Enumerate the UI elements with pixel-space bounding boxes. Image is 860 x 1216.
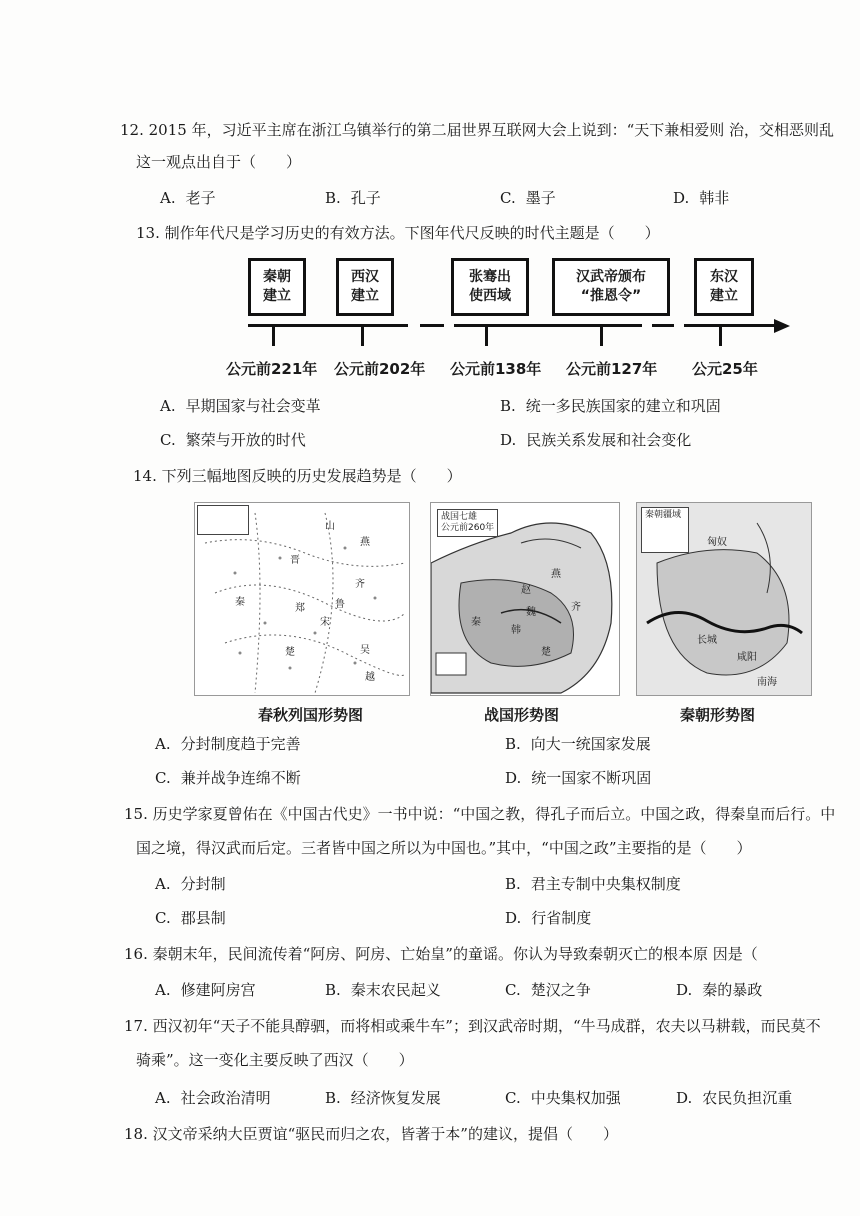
option-text: 墨子 [525,189,556,207]
timeline-tick [485,326,488,346]
option-label: A. [160,189,176,207]
q15-stem-line2: 国之境，得汉武而后定。三者皆中国之所以为中国也。”其中，“中国之政”主要指的是（ ） [136,839,752,857]
q14-option-b[interactable] [505,734,651,754]
map-subtitle: 公元前260年 [441,523,495,533]
option-text: 民族关系发展和社会变化 [526,431,692,449]
q14-option-d[interactable] [505,768,651,788]
q12-option-d[interactable] [673,188,729,208]
map-label: 吴 [360,645,370,656]
q12-option-c[interactable] [500,188,556,208]
option-label: C. [155,769,171,787]
timeline-box-text: 使西域 [469,288,511,304]
timeline-date-5: 公元25年 [692,360,758,378]
q17-option-b[interactable] [325,1088,441,1108]
option-label: A. [160,397,176,415]
option-text: 韩非 [699,189,730,207]
q16-option-a[interactable] [155,980,256,1000]
map-title: 秦朝疆域 [645,510,682,520]
map-label: 楚 [541,647,551,658]
q16-stem: 16. 秦朝末年，民间流传着“阿房、阿房、亡始皇”的童谣。你认为导致秦朝灭亡的根本原 因是（ [124,945,758,963]
option-label: D. [673,189,690,207]
timeline-box-text: 秦朝 [263,269,291,285]
option-text: 秦末农民起义 [350,981,441,999]
option-label: C. [160,431,176,449]
q17-option-c[interactable] [505,1088,621,1108]
option-text: 中央集权加强 [530,1089,621,1107]
option-text: 分封制 [180,875,226,893]
option-text: 统一国家不断巩固 [531,769,652,787]
timeline-arrow [774,319,790,333]
option-label: B. [500,397,516,415]
q12-stem-line1: 12. 2015 年，习近平主席在浙江乌镇举行的第二届世界互联网大会上说到：“天下兼相爱则 治，交相恶则乱 [120,121,835,139]
option-label: D. [676,1089,693,1107]
option-text: 老子 [185,189,216,207]
timeline-tick [272,326,275,346]
timeline-box-4 [552,258,670,316]
q13-option-d[interactable] [500,430,691,450]
timeline-box-text: 张骞出 [469,269,511,285]
q15-option-b[interactable] [505,874,681,894]
timeline-break [652,324,674,327]
option-label: D. [500,431,517,449]
map-legend [641,507,689,553]
option-text: 君主专制中央集权制度 [530,875,681,893]
option-label: D. [676,981,693,999]
option-text: 郡县制 [180,909,226,927]
option-text: 社会政治清明 [180,1089,271,1107]
map-label: 匈奴 [707,537,727,548]
q15-option-a[interactable] [155,874,226,894]
q17-stem-line2: 骑乘”。这一变化主要反映了西汉（ ） [136,1051,414,1069]
map-label: 越 [365,672,375,683]
timeline-box-text: 西汉 [351,269,379,285]
option-text: 统一多民族国家的建立和巩固 [525,397,721,415]
option-text: 向大一统国家发展 [530,735,651,753]
timeline-date-2: 公元前202年 [334,360,426,378]
q13-option-c[interactable] [160,430,306,450]
timeline-date-1: 公元前221年 [226,360,318,378]
timeline-axis [454,324,642,327]
option-label: A. [155,1089,171,1107]
timeline-box-text: 汉武帝颁布 [576,269,646,285]
option-label: B. [325,189,341,207]
timeline-tick [600,326,603,346]
map-caption-spring-autumn: 春秋列国形势图 [258,706,364,724]
timeline-box-text: 建立 [263,288,291,304]
timeline-break [420,324,444,327]
q15-option-d[interactable] [505,908,591,928]
option-label: B. [325,1089,341,1107]
q16-option-d[interactable] [676,980,762,1000]
map-qin-dynasty [636,502,812,696]
q16-option-c[interactable] [505,980,591,1000]
q17-option-d[interactable] [676,1088,792,1108]
timeline-axis [684,324,776,327]
timeline-box-5 [694,258,754,316]
map-label: 咸阳 [737,652,757,663]
timeline-box-1 [248,258,306,316]
option-label: B. [505,735,521,753]
option-label: D. [505,909,522,927]
q17-stem-line1: 17. 西汉初年“天子不能具醇驷，而将相或乘牛车”；到汉武帝时期，“牛马成群，农夫以马耕载，而民莫不 [124,1017,821,1035]
option-label: C. [155,909,171,927]
timeline-box-2 [336,258,394,316]
map-label: 燕 [360,537,370,548]
q17-option-a[interactable] [155,1088,271,1108]
q14-option-c[interactable] [155,768,301,788]
map-label: 山 [325,521,335,532]
map-label: 韩 [511,625,521,636]
q15-stem-line1: 15. 历史学家夏曾佑在《中国古代史》一书中说：“中国之教，得孔子而后立。中国之政，得秦皇而后行。中 [124,805,836,823]
map-label: 楚 [285,647,295,658]
timeline-box-3 [451,258,529,316]
q14-option-a[interactable] [155,734,301,754]
q15-option-c[interactable] [155,908,226,928]
timeline-box-text: 东汉 [710,269,738,285]
option-label: A. [155,875,171,893]
map-caption-qin-dynasty: 秦朝形势图 [680,706,756,724]
timeline-date-4: 公元前127年 [566,360,658,378]
q12-stem-line2: 这一观点出自于（ ） [136,153,302,171]
option-text: 秦的暴政 [702,981,763,999]
map-warring-states [430,502,620,696]
timeline-box-text: “推恩令” [580,288,642,304]
option-label: A. [155,981,171,999]
option-text: 分封制度趋于完善 [180,735,301,753]
q18-stem: 18. 汉文帝采纳大臣贾谊“驱民而归之农，皆著于本”的建议，提倡（ ） [124,1125,618,1143]
q13-option-b[interactable] [500,396,721,416]
option-label: C. [500,189,516,207]
map-label: 齐 [571,602,581,613]
option-text: 楚汉之争 [530,981,591,999]
map-label: 南海 [757,677,777,688]
q14-stem: 14. 下列三幅地图反映的历史发展趋势是（ ） [133,467,462,485]
map-label: 秦 [235,597,245,608]
option-text: 行省制度 [531,909,592,927]
q12-option-b[interactable] [325,188,381,208]
map-label: 燕 [551,569,561,580]
map-label: 齐 [355,579,365,590]
map-label: 长城 [697,635,717,646]
option-text: 早期国家与社会变革 [185,397,321,415]
timeline-tick [719,326,722,346]
timeline-date-3: 公元前138年 [450,360,542,378]
option-text: 繁荣与开放的时代 [185,431,306,449]
map-title: 战国七雄 [441,512,478,522]
map-label: 鲁 [335,599,345,610]
map-label: 晋 [290,555,300,566]
map-legend [197,505,249,535]
q13-stem: 13. 制作年代尺是学习历史的有效方法。下图年代尺反映的时代主题是（ ） [136,224,660,242]
timeline-box-text: 建立 [351,288,379,304]
option-label: C. [505,981,521,999]
map-label: 赵 [521,585,531,596]
option-label: B. [505,875,521,893]
map-legend [437,509,498,537]
option-text: 农民负担沉重 [702,1089,793,1107]
option-text: 修建阿房宫 [180,981,256,999]
map-spring-autumn [194,502,410,696]
map-label: 秦 [471,617,481,628]
map-caption-warring-states: 战国形势图 [484,706,560,724]
timeline-box-text: 建立 [710,288,738,304]
option-label: B. [325,981,341,999]
option-label: D. [505,769,522,787]
q16-option-b[interactable] [325,980,441,1000]
option-label: C. [505,1089,521,1107]
option-text: 经济恢复发展 [350,1089,441,1107]
map-label: 宋 [320,617,330,628]
map-label: 郑 [295,603,305,614]
option-label: A. [155,735,171,753]
map-label: 魏 [526,607,536,618]
option-text: 兼并战争连绵不断 [180,769,301,787]
q13-option-a[interactable] [160,396,321,416]
q12-option-a[interactable] [160,188,216,208]
timeline-tick [361,326,364,346]
option-text: 孔子 [350,189,381,207]
